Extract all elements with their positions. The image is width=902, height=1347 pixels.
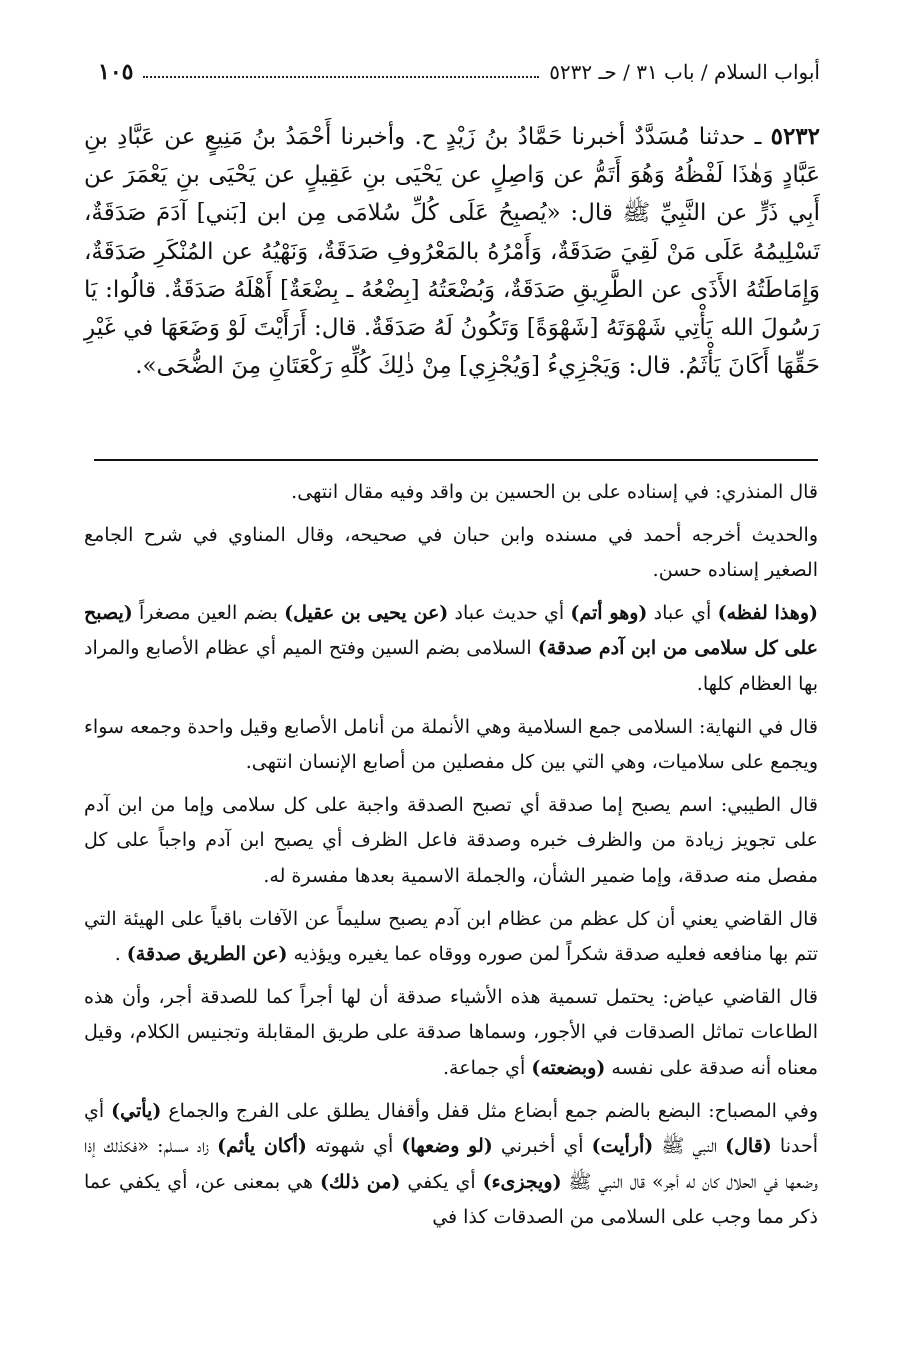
hadith-number: ٥٢٣٢ (770, 123, 821, 150)
commentary-text: بضم العين مصغراً (132, 601, 285, 624)
commentary-text: والحديث أخرجه أحمد في مسنده وابن حبان في صحيحه، وقال المناوي في شرح الجامع الصغير إسناده حسن. (84, 523, 818, 582)
quoted-phrase: (أكان يأثم) (217, 1135, 307, 1158)
commentary-text: وفي المصباح: البضع بالضم جمع أبضاع مثل قفل وأقفال يطلق على الفرج والجماع (161, 1099, 818, 1122)
commentary-text: أي حديث عباد (448, 601, 571, 624)
commentary-text: قال في النهاية: السلامى جمع السلامية وهي الأنملة من أنامل الأصابع وقيل واحدة وجمعه سواء ويجمع على سلاميات، وهي التي بين كل مفصلين من أصابع الإنسان انتهى. (84, 715, 818, 774)
commentary-text: قال القاضي عياض: يحتمل تسمية هذه الأشياء صدقة أن لها أجراً كما للصدقة أجر، وأن هذه الطاعات تماثل الصدقات في الأجور، وسماها صدقة على طريق المقابلة وتجنيس الكلام، وقيل معناه أنه صدقة على نفسه (84, 985, 818, 1079)
commentary-text: أي شهوته (306, 1135, 402, 1158)
quoted-phrase: (يأتي) (111, 1099, 162, 1122)
footnote-separator (94, 459, 818, 461)
commentary-paragraph (84, 788, 818, 895)
commentary-text: أي أخبرني (492, 1135, 592, 1158)
commentary-text: أي جماعة. (443, 1056, 532, 1079)
commentary-text: . (114, 943, 127, 966)
commentary-text: أي عباد (647, 601, 718, 624)
quoted-phrase: (من ذلك) (319, 1170, 401, 1193)
commentary-paragraph (84, 475, 818, 511)
quoted-phrase: (قال) (725, 1135, 772, 1158)
hadith-text-block (84, 118, 820, 385)
commentary-paragraph (84, 518, 818, 589)
quoted-phrase: (وبضعته) (531, 1056, 606, 1079)
commentary-paragraph (84, 980, 818, 1087)
commentary-paragraph (84, 596, 818, 703)
commentary-text: قال الطيبي: اسم يصبح إما صدقة أي تصبح الصدقة واجبة على كل سلامى وإما من ابن آدم على تجويز زيادة من والظرف خبره وصدقة فاعل الظرف أي يصبح ابن آدم واجباً على كل مفصل منه صدقة، وإما ضمير الشأن، والجملة الاسمية بعدها مفسرة له. (84, 793, 818, 887)
commentary-text: قال المنذري: في إسناده على بن الحسين بن واقد وفيه مقال انتهى. (291, 481, 818, 503)
commentary-text: زاد مسلم: «فكذلك إذا وضعها في الحلال كان له أجر» قال النبي ﷺ (84, 1135, 818, 1193)
quoted-phrase: (لو وضعها) (401, 1135, 493, 1158)
commentary-text: أي يكفي (400, 1170, 483, 1193)
quoted-phrase: (ويجزىء) (482, 1170, 562, 1193)
running-header (98, 52, 820, 92)
quoted-phrase: (وهذا لفظه) (717, 601, 818, 624)
quoted-phrase: (وهو أتم) (570, 601, 648, 624)
commentary-text: هي بمعنى عن، أي يكفي عما ذكر مما وجب على السلامى من الصدقات كذا في (84, 1170, 818, 1229)
header-dot-leader (143, 66, 539, 78)
quoted-phrase: (عن يحيى بن عقيل) (284, 601, 449, 624)
commentary-text: النبي ﷺ (653, 1135, 726, 1158)
commentary-text: السلامى بضم السين وفتح الميم أي عظام الأصابع والمراد بها العظام كلها. (84, 637, 818, 695)
commentary-text: أي أحدنا (84, 1099, 818, 1158)
commentary-paragraph (84, 902, 818, 973)
commentary-paragraph (84, 1094, 818, 1236)
page-number: ١٠٥ (98, 59, 134, 85)
hadith-body: ـ حدثنا مُسَدَّدٌ أخبرنا حَمَّادُ بنُ زَيْدٍ ح. وأخبرنا أَحْمَدُ بنُ مَنِيعٍ عن عَبَّادِ بنِ عَبَّادٍ وَهٰذَا لَفْظُهُ وَهُوَ أَتَمُّ عن وَاصِلٍ عن يَحْيَى بنِ عَقِيلٍ عن يَحْيَى بنِ يَعْمَرَ عن أَبِي ذَرٍّ عن النَّبِيِّ ﷺ قال: «يُصبِحُ عَلَى كُلِّ سُلامَى مِن ابن [بَني] آدَمَ صَدَقَةٌ، تَسْلِيمُهُ عَلَى مَنْ لَقِيَ صَدَقَةٌ، وَأَمْرُهُ بالمَعْرُوفِ صَدَقَةٌ، وَنَهْيُهُ عن المُنْكَرِ صَدَقَةٌ، وَإِمَاطَتُهُ الأَذَى عن الطَّرِيقِ صَدَقَةٌ، وَبُضْعَتُهُ [بِضْعُهُ ـ بِضْعَةٌ] أَهْلَهُ صَدَقَةٌ. قالُوا: يَا رَسُولَ الله يَأْتِي شَهْوَتَهُ [شَهْوَةً] وَتَكُونُ لَهُ صَدَقَةٌ. قال: أَرَأَيْتَ لَوْ وَضَعَهَا في غَيْرِ حَقِّهَا أَكَانَ يَأْثَمُ. قال: وَيَجْزِيءُ [وَيُجْزِي] مِنْ ذٰلِكَ كُلِّهِ رَكْعَتَانِ مِنَ الضُّحَى». (84, 124, 820, 380)
header-title: أبواب السلام / باب ٣١ / حـ ٥٢٣٢ (549, 60, 820, 84)
commentary-paragraph (84, 710, 818, 781)
commentary-text: قال القاضي يعني أن كل عظم من عظام ابن آدم يصبح سليماً عن الآفات باقياً على الهيئة التي تتم بها منافعه فعليه صدقة شكراً لمن صوره ووقاه عما يغيره ويؤذيه (84, 907, 818, 966)
quoted-phrase: (عن الطريق صدقة) (126, 943, 288, 966)
quoted-phrase: (أرأيت) (591, 1135, 654, 1158)
commentary-block (84, 475, 818, 1243)
quoted-phrase: (يصبح على كل سلامى من ابن آدم صدقة) (84, 601, 818, 660)
